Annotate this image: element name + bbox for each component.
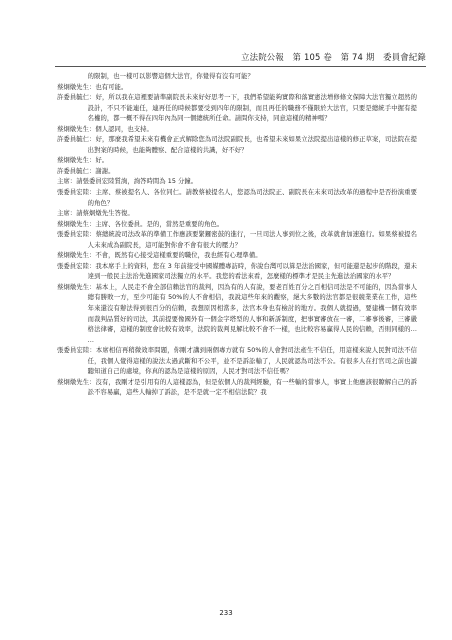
speaker-label: 張委員宏陸： bbox=[57, 262, 96, 270]
speaker-label: 許委員毓仁： bbox=[57, 94, 96, 102]
speaker-label: 張委員宏陸： bbox=[57, 347, 96, 355]
speaker-label: 許委員毓仁： bbox=[57, 136, 96, 144]
speaker-label: 主席： bbox=[57, 210, 77, 218]
page-number: 233 bbox=[219, 609, 233, 617]
transcript-paragraph bbox=[57, 262, 417, 283]
speaker-label: 主席： bbox=[57, 178, 77, 186]
transcript-paragraph bbox=[57, 209, 417, 220]
transcript-paragraph bbox=[57, 72, 417, 83]
transcript-paragraph bbox=[57, 283, 417, 346]
transcript-paragraph bbox=[57, 83, 417, 94]
speaker-label: 蔡炯燉先生： bbox=[57, 283, 96, 291]
paragraph-text: 沒有，我剛才是引用有的人這樣認為，但是依個人的裁判經驗，有一些輸的當事人，事實上他應該很瞭解自己的訴訟不容易贏，這些人輸掉了訴訟，是不是就一定不相信法院？我 bbox=[87, 378, 417, 397]
paragraph-text: 蔡總統說司法改革的準備工作應該要緊鑼密鼓的進行，一旦司法人事到位之後，改革就會加速進行。如果蔡被提名人未來成為副院長，這可能對你會不會有很大的壓力？ bbox=[87, 231, 417, 249]
page-header bbox=[241, 51, 426, 63]
transcript-body bbox=[57, 72, 417, 399]
transcript-paragraph bbox=[57, 135, 417, 156]
speaker-label: 蔡炯燉先生： bbox=[57, 252, 96, 260]
transcript-paragraph bbox=[57, 93, 417, 125]
transcript-paragraph bbox=[57, 220, 417, 231]
transcript-paragraph bbox=[57, 167, 417, 178]
header-section: 委員會紀錄 bbox=[383, 52, 426, 62]
paragraph-text: 請張委員宏陸質詢，詢答時間為 15 分鐘。 bbox=[76, 178, 198, 186]
transcript-paragraph bbox=[57, 177, 417, 188]
paragraph-text: 我本席手上的資料，您在 3 年前接受中國媒體專訪時，你說台灣可以算是法治國家，但可能還是起步的階段，還未達到一般民主法治先進國家司法獨立的水平。我您的看法來看，怎麼樣的標準才是民主先進法治國家的水平？ bbox=[87, 262, 417, 281]
speaker-label: 蔡炯燉先生： bbox=[57, 125, 96, 133]
transcript-paragraph bbox=[57, 378, 417, 399]
paragraph-text: 個人認同，也支持。 bbox=[95, 125, 153, 133]
header-issue: 第 74 期 bbox=[340, 52, 375, 62]
paragraph-text: 不會，既然有心接受這樣重要的職位，我也經有心理準備。 bbox=[95, 252, 262, 260]
paragraph-text: 請蔡炯燉先生答復。 bbox=[76, 210, 134, 218]
paragraph-text: 好，那麼我希望未來有機會正式解除您為司法院副院長，也希望未來如果立法院提出這樣的修正草案，司法院在提出對案的時候，也能夠體察、配合這樣的共識，好不好？ bbox=[87, 136, 417, 154]
speaker-label: 蔡炯燉先生： bbox=[57, 157, 96, 165]
transcript-paragraph bbox=[57, 188, 417, 209]
speaker-label: 蔡炯燉先生： bbox=[57, 83, 96, 91]
speaker-label: 張委員宏陸： bbox=[57, 231, 96, 239]
transcript-paragraph bbox=[57, 251, 417, 262]
paragraph-text: 好，所以我在這裡要請準副院長未來好好思考一下，我們希望能夠實際和落實憲法增修條文保障大法官獨立超然的設計，不只不能連任，連再任的時候都要受到四年的限制，而且再任的職務不僅限於大法官，只要是總統手中握有提名權的，都一概不得在四年內為同一個總統所任命。請問你支持，同意這樣的精神嗎？ bbox=[87, 94, 417, 123]
paragraph-text: 好。 bbox=[95, 157, 109, 165]
header-publication: 立法院公報 bbox=[241, 52, 284, 62]
paragraph-text: 基本上，人民走不會全部信賴法官的裁判，因為有的人有說，要老百姓百分之百相信司法是不可能的，因為當事人總有勝敗一方，至少可能有 50%的人不會相信，我說這些年來的觀察，絕大多數的法官都是很競業業在工作，這些年來還沒有辦法得到很百分的信賴，我想原因相當多，法官本身也有檢討的地方。我個人就提過，要建構一個有效率而裁判品質好的司法，其前提要像國外有一個金字塔型的人事和新訴制度，把事實審放在一審，二審事後審，三審嚴格法律審，這樣的制度會比較有效率，法院的裁判見解比較不會不一樣，也比較容易贏得人民的信賴，否則同樣的…… bbox=[87, 283, 417, 344]
paragraph-text: 主席、蔡被提名人、各位同仁。請教蔡被提名人，您認為司法院正、副院長在未來司法改革的過程中是否扮演重要的角色？ bbox=[87, 189, 417, 207]
paragraph-text: 本席相信再稍微效率問題，你剛才講到兩個專方就有 50%的人會對司法產生不信任，用這樣來說人民對司法不信任，我個人覺得這樣的說法太過武斷和不公平，並不是訴訟輸了，人民就認為司法不公。有很多人在打官司之前也讀聽知道自己的處境，你真的認為是這樣的原因，人民才對司法不信任嗎？ bbox=[87, 347, 417, 376]
speaker-label: 蔡炯燉先生： bbox=[57, 378, 96, 386]
header-rule bbox=[55, 66, 426, 67]
paragraph-text: 主席、各位委員。是的，當然是重要的角色。 bbox=[95, 220, 224, 228]
transcript-paragraph bbox=[57, 156, 417, 167]
speaker-label: 許委員毓仁： bbox=[57, 167, 96, 175]
speaker-label: 張委員宏陸： bbox=[57, 189, 96, 197]
paragraph-text: 謝謝。 bbox=[95, 167, 115, 175]
paragraph-text: 也有可能。 bbox=[95, 83, 128, 91]
transcript-paragraph bbox=[57, 230, 417, 251]
speaker-label: 蔡炯燉先生： bbox=[57, 220, 96, 228]
header-volume: 第 105 卷 bbox=[292, 52, 332, 62]
transcript-paragraph bbox=[57, 346, 417, 378]
transcript-paragraph bbox=[57, 125, 417, 136]
paragraph-text: 的限制，也一樣可以影響這個大法官，你覺得有沒有可能？ bbox=[87, 73, 254, 80]
